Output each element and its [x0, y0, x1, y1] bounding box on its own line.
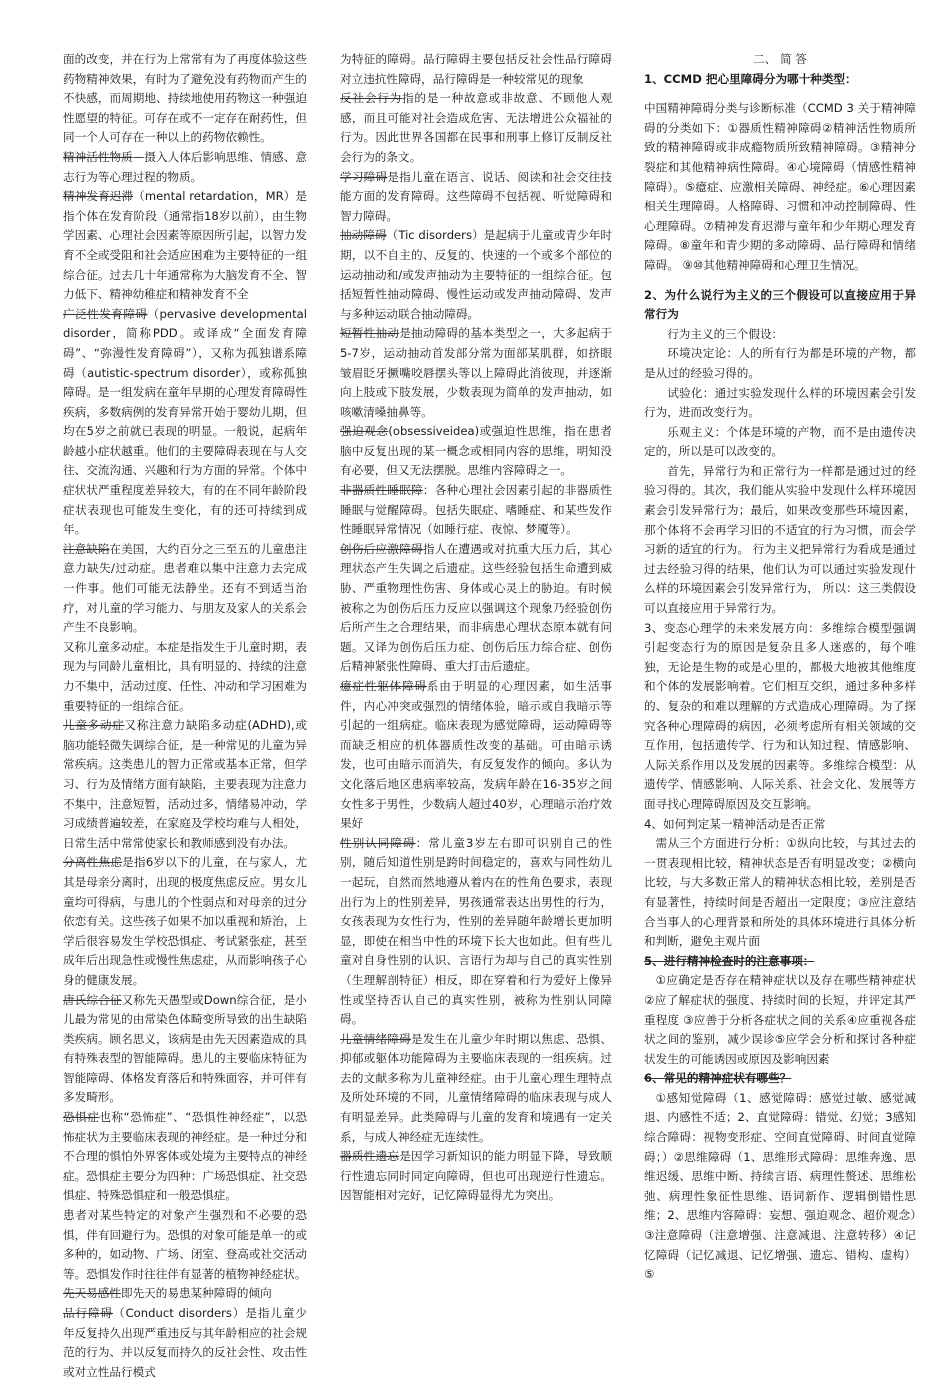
definition-paragraph: 器质性遗忘是因学习新知识的能力明显下降，导致顺行性遗忘同时同定向障碍，但也可出现逆行性遗忘。因智能相对完好，记忆障碍显得尤为突出。	[340, 1149, 612, 1203]
question-1-answer: 中国精神障碍分类与诊断标准（CCMD 3 关于精神障碍的分类如下：①器质性精神障碍②精神活性物质所致的精神障碍或非成瘾物质所致精神障碍。③精神分裂症和其他精神病性障碍。④心境障碍（情感性精神障碍）。⑤癔症、应激相关障碍、神经症。⑥心理因素相关生理障碍。人格障碍、习惯和冲动控制障碍、性心理障碍。⑦精神发育迟滞与童年和少年期心理发育障碍。⑧童年和青少期的多动障碍、品行障碍和情绪障碍。 ⑨⑩其他精神障碍和心理卫生情况。	[644, 101, 916, 272]
question-6-answer: ①感知觉障碍（1、感觉障碍：感觉过敏、感觉减退、内感性不适；2、直觉障碍：错觉、幻觉；3感知综合障碍：视物变形症、空间直觉障碍、时间直觉障碍；）②思维障碍（1、思维形式障碍：思维奔逸、思维迟缓、思维中断、持续言语、病理性赘述、思维松弛、病理性象征性思维、语词新作、逻辑倒错性思维；2、思维内容障碍：妄想、强迫观念、超价观念）③注意障碍（注意增强、注意减退、注意转移）④记忆障碍（记忆减退、记忆增强、遗忘、错构、虚构）⑤	[644, 1090, 916, 1282]
term: 学习障碍	[340, 169, 388, 184]
paragraph: 患者对某些特定的对象产生强烈和不必要的恐惧，伴有回避行为。恐惧的对象可能是单一的或多种的，如动物、广场、闭室、登高或社交活动等。恐惧发作时往往伴有显著的植物神经症状。	[63, 1208, 307, 1281]
question-5-title: 5、进行精神检查时的注意事项：	[644, 953, 815, 968]
definition-paragraph: 抽动障碍（Tic disorders）是起病于儿童或青少年时期，以不自主的、反复的、快速的一个或多个部位的运动抽动和/或发声抽动为主要特征的一组综合征。包括短暂性抽动障碍、慢性运动或发声抽动障碍、发声与多种运动联合抽动障碍。	[340, 228, 612, 321]
definition-paragraph: 注意缺陷在美国，大约百分之三至五的儿童患注意力缺失/过动症。患者难以集中注意力去完成一件事。他们可能无法静坐。还有不到适当治疗，对儿童的学习能力、与朋友及家人的关系会产生不良影响。	[63, 541, 307, 635]
definition-paragraph: 唐氏综合征又称先天愚型或Down综合征，是小儿最为常见的由常染色体畸变所导致的出生缺陷类疾病。顾名思义，该病是由先天因素造成的具有特殊表型的智能障碍。患儿的主要临床特征为智能障碍、体格发育落后和特殊面容，并可伴有多发畸形。	[63, 992, 307, 1105]
question-2-point: 乐观主义：个体是环境的产物，而不是由遗传决定的，所以是可以改变的。	[644, 424, 916, 459]
definition-paragraph: 反社会行为指的是一种故意或非故意、不顾他人观感，而且可能对社会造成危害、无法增进公众福祉的行为。因此世界各国都在民事和刑事上修订反制反社会行为的条文。	[340, 91, 612, 164]
term: 注意缺陷	[63, 541, 110, 556]
term: 非器质性睡眠障	[340, 483, 423, 498]
term: 唐氏综合征	[63, 992, 122, 1007]
term: 分离性焦虑	[63, 855, 123, 870]
definition-paragraph: 广泛性发育障碍（pervasive developmental disorder，简称PDD。或译成“全面发育障碍”、“弥漫性发育障碍”），又称为孤独谱系障碍（autistic-spectrum disorder），或称孤独障碍。是一组发病在童年早期的心理发育障碍性疾病，多数病例的发育异常开始于婴幼儿期，但均在5岁之前就已表现的明显。一般说，起病年龄越小症状越重。他们的主要障碍表现在与人交往、交流沟通、兴趣和行为方面的异常。个体中症状状严重程度差异较大，有的在不同年龄阶段症状表现也可能发生变化，有的还可持续到成年。	[63, 306, 307, 537]
question-5-answer: ①应确定是否存在精神症状以及存在哪些精神症状 ②应了解症状的强度、持续时间的长短，并评定其严重程度 ③应善于分析各症状之间的关系④应重视各症状之间的鉴别，减少误诊⑤应学会分析和探讨各种症状发生的可能诱因或原因及影响因素	[644, 973, 916, 1066]
term: 抽动障碍	[340, 228, 387, 243]
column-left	[63, 50, 307, 1379]
term: 强迫观念	[340, 424, 389, 439]
paragraph: 又称儿童多动症。本症是指发生于儿童时期，表现为与同龄儿童相比，具有明显的、持续的注意力不集中，活动过度、任性、冲动和学习困难为重要特征的一组综合征。	[63, 639, 307, 713]
question-1-title: 1、CCMD 把心里障碍分为哪十种类型：	[644, 71, 857, 86]
section-heading: 二、 简 答	[753, 52, 807, 66]
term: 儿童情绪障碍	[340, 1031, 412, 1046]
definition-paragraph: 癔症性躯体障碍系由于明显的心理因素，如生活事件，内心冲突或强烈的情绪体验，暗示或自我暗示等引起的一组病症。临床表现为感觉障碍，运动障碍等而缺乏相应的机体器质性改变的基础。可由暗示诱发，也可由暗示而消失，有反复发作的倾向。多认为文化落后地区患病率较高，发病年龄在16-35岁之间女性多于男性，少数病人超过40岁，心理暗示治疗效果好	[340, 679, 612, 831]
term: 短暂性抽动	[340, 326, 400, 341]
definition-paragraph: 分离性焦虑是指6岁以下的儿童，在与家人，尤其是母亲分离时，出现的极度焦虑反应。男女儿童均可得病，与患儿的个性弱点和对母亲的过分依恋有关。这些孩子如果不加以重视和矫治，上学后很容易发生学校恐惧症、考试紧张症，甚至成年后出现急性或慢性焦虑症，从而影响孩子心身的健康发展。	[63, 855, 307, 987]
term: 恐惧症	[63, 1110, 100, 1125]
term: 广泛性发育障碍	[63, 306, 148, 321]
column-middle	[340, 50, 612, 1335]
term: 先天易感性	[63, 1286, 121, 1301]
definition-paragraph: 短暂性抽动是抽动障碍的基本类型之一，大多起病于5-7岁，运动抽动首发部分常为面部某肌群，如挤眼皱眉眨牙撅嘴咬唇摆头等以上障碍此消彼现，并逐渐向上肢或下肢发展，少数表现为简单的发声抽动，如咳嗽清嗓抽鼻等。	[340, 326, 612, 419]
spacer	[644, 89, 916, 99]
question-2-point: 试验化：通过实验发现什么样的环境因素会引发行为，进而改变行为。	[644, 385, 916, 420]
definition-paragraph: 精神活性物质—摄入人体后影响思维、情感、意志行为等心理过程的物质。	[63, 149, 307, 184]
definition-paragraph: 性别认同障碍：常儿童3岁左右即可识别自己的性别，随后知道性别是跨时间稳定的，喜欢与同性幼儿一起玩，自然而然地遵从着内在的性角色要求，表现出行为上的性别差异，男孩通常表达出男性的行为，女孩表现为女性行为，性别的差异随年龄增长更加明显，即使在相当中性的环境下长大也如此。但有些儿童对自身性别的认识、言语行为却与自己的真实性别（生理解剖特征）相反，即在穿着和行为爱好上像异性或坚持否认自己的真实性别，被称为性别认同障碍。	[340, 835, 612, 1027]
term: 品行障碍	[63, 1306, 114, 1320]
question-4-answer: 需从三个方面进行分析：①纵向比较，与其过去的一贯表现相比较，精神状态是否有明显改变；②横向比较，与大多数正常人的精神状态相比较，差别是否有显著性，持续时间是否超出一定限度；③应注意结合当事人的心理背景和所处的具体环境进行具体分析和判断，避免主观片面	[644, 836, 916, 949]
spacer	[644, 276, 916, 286]
question-2-title: 2、为什么说行为主义的三个假设可以直接应用于异常行为	[644, 287, 916, 322]
question-4-title: 4、如何判定某一精神活动是否正常	[644, 816, 826, 831]
paragraph: 为特征的障碍。品行障碍主要包括反社会性品行障碍对立违抗性障碍，品行障碍是一种较常见的现象	[340, 52, 612, 86]
term: 精神发育迟滞	[63, 189, 134, 204]
definition-paragraph: 恐惧症也称“恐怖症”、“恐惧性神经症”，以恐怖症状为主要临床表现的神经症。是一种过分和不合理的惧怕外界客体或处境为主要特点的神经症。恐惧症主要分为四种：广场恐惧症、社交恐惧症、特殊恐惧症和一般恐惧症。	[63, 1110, 307, 1203]
definition-paragraph: 儿童多动症又称注意力缺陷多动症(ADHD),或脑功能轻微失调综合征，是一种常见的儿童为异常疾病。这类患儿的智力正常或基本正常，但学习、行为及情绪方面有缺陷，主要表现为注意力不集中，注意短暂，活动过多，情绪易冲动，学习成绩普遍较差，在家庭及学校均难与人相处，日常生活中常常使家长和教师感到没有办法。	[63, 718, 307, 850]
term: 性别认同障碍	[340, 835, 416, 850]
definition-paragraph: 学习障碍是指儿童在语言、说话、阅读和社会交往技能方面的发育障碍。这些障碍不包括视、听觉障碍和智力障碍。	[340, 169, 612, 223]
question-6-title: 6、常见的精神症状有哪些？	[644, 1071, 792, 1086]
term: 反社会行为	[340, 91, 402, 106]
definition-paragraph: 非器质性睡眠障：各种心理社会因素引起的非器质性睡眠与觉醒障碍。包括失眠症、嗜睡症、和某些发作性睡眠异常情况（如睡行症、夜惊、梦魇等）。	[340, 483, 612, 537]
question-3-answer: 3、变态心理学的未来发展方向：多维综合模型强调引起变态行为的原因是复杂且多人迷惑的，每个唯独，无论是生物的或是心里的，都极大地被其他维度和个体的发展影响着。它们相互交织，通过多种多样的、复杂的和难以理解的方式造成心理障碍。为了探究各种心理障碍的病因，必须考虑所有相关领域的交互作用，包括遗传学、行为和认知过程、情感影响、人际关系作用以及发展的因素等。多维综合模型：从遗传学、情感影响、人际关系、社会文化、发展等方面寻找心理障碍原因及交互影响。	[644, 620, 916, 811]
term: 儿童多动症	[63, 718, 125, 733]
definition-paragraph: 精神发育迟滞（mental retardation，MR）是指个体在发育阶段（通常指18岁以前），由生物学因素、心理社会因素等原因所引起，以智力发育不全或受阻和社会适应困难为主要特征的一组综合征。过去几十年通常称为大脑发育不全、智力低下、精神幼稚症和精神发育不全	[63, 189, 307, 302]
definition-paragraph: 创伤后应激障碍指人在遭遇或对抗重大压力后，其心理状态产生失调之后遗症。这些经验包括生命遭到威胁、严重物理性伤害、身体或心灵上的胁迫。有时候被称之为创伤后压力反应以强调这个现象乃经验创伤后所产生之合理结果，而非病患心理状态原本就有问题。又译为创伤后压力症、创伤后压力综合症、创伤后精神紧张性障碍、重大打击后遗症。	[340, 541, 612, 674]
term: 创伤后应激障碍	[340, 541, 423, 556]
definition-paragraph: 强迫观念(obsessiveidea)或强迫性思维，指在患者脑中反复出现的某一概念或相同内容的思维，明知没有必要，但又无法摆脱。思维内容障碍之一。	[340, 424, 612, 478]
definition-paragraph: 品行障碍（Conduct disorders）是指儿童少年反复持久出现严重违反与其年龄相应的社会规范的行为、并以反复而持久的反社会性、攻击性或对立性品行模式	[63, 1306, 307, 1379]
question-2-point: 环境决定论：人的所有行为都是环境的产物，都是从过的经验习得的。	[644, 346, 916, 380]
term: 器质性遗忘	[340, 1149, 400, 1164]
term: 癔症性躯体障碍	[340, 679, 427, 693]
paragraph: 面的改变，并在行为上常常有为了再度体验这些药物精神效果，有时为了避免没有药物而产生的不快感，而周期地、持续地使用药物这一种强迫性愿望的特征。可存在或不一定存在耐药性，但同一个人可存在一种以上的药物依赖性。	[63, 52, 307, 145]
definition-paragraph: 先天易感性即先天的易患某种障碍的倾向	[63, 1286, 272, 1301]
question-2-answer: 首先，异常行为和正常行为一样都是通过过的经验习得的。其次，我们能从实验中发现什么样环境因素会引发异常行为；最后，如果改变那些环境因素，那个体将不会再学习旧的不适宜的行为习惯，而会学习新的适宜的行为。 行为主义把异常行为看成是通过过去经验习得的结果，他们认为可以通过实验发现什么样的环境因素会引发异常行为， 所以：这三类假设可以直接应用于异常行为。	[644, 463, 916, 616]
question-2-intro: 行为主义的三个假设：	[667, 326, 784, 341]
definition-paragraph: 儿童情绪障碍是发生在儿童少年时期以焦虑、恐惧、抑郁或躯体功能障碍为主要临床表现的一组疾病。过去的文献多称为儿童神经症。由于儿童心理生理特点及所处环境的不同，儿童情绪障碍的临床表现与成人有明显差异。此类障碍与儿童的发育和境遇有一定关系，与成人神经症无连续性。	[340, 1031, 612, 1144]
term: 精神活性物质	[63, 149, 133, 164]
column-right	[644, 50, 916, 1335]
